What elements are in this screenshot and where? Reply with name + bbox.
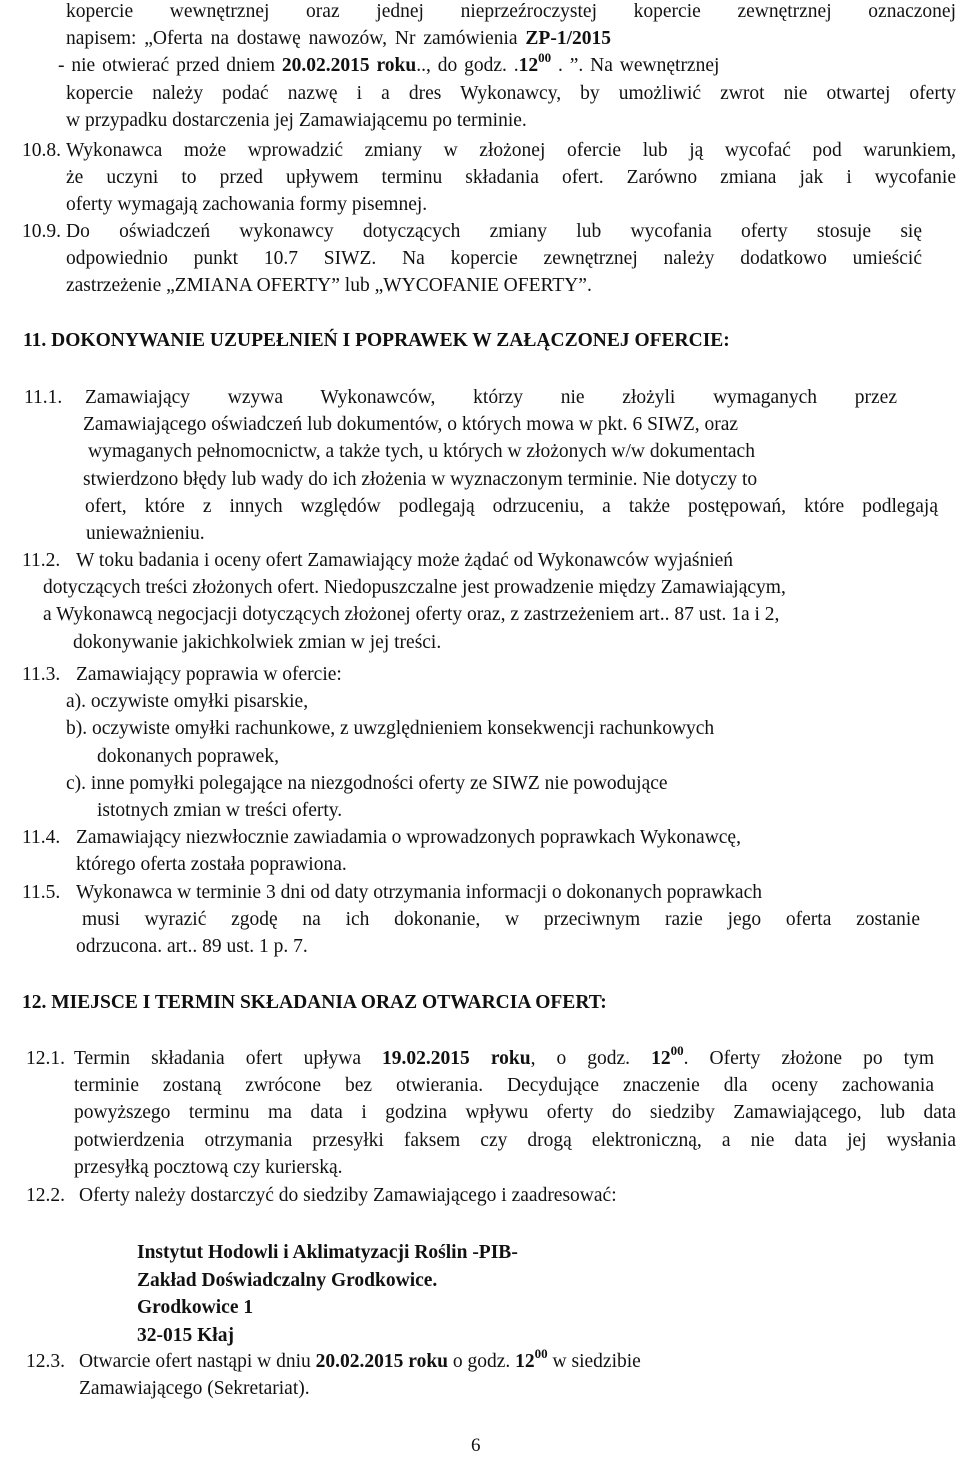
text-line: Oferty należy dostarczyć do siedziby Zamawiającego i zaadresować: xyxy=(79,1185,617,1206)
section-number: 11.1. xyxy=(24,387,63,408)
section-10-7-continuation xyxy=(58,0,956,134)
text-line: unieważnieniu. xyxy=(86,523,205,545)
text-line: wymaganych pełnomocnictw, a także tych, u których w złożonych w/w dokumentach xyxy=(88,441,755,463)
text-line: musi wyrazić zgodę na ich dokonanie, w przeciwnym razie jego oferta zostanie xyxy=(82,909,920,931)
section-number: 10.9. xyxy=(22,221,61,242)
section-11-2 xyxy=(43,547,951,656)
text-line: zastrzeżenie „ZMIANA OFERTY” lub „WYCOFANIE OFERTY”. xyxy=(66,275,592,297)
list-item: a). oczywiste omyłki pisarskie, xyxy=(66,691,309,713)
section-number: 11.2. xyxy=(22,550,61,571)
text-line: Termin składania ofert upływa 19.02.2015 roku, o godz. $12^{00}$. Oferty złożone po tym xyxy=(74,1042,934,1069)
text-line: odrzucona. art.. 89 ust. 1 p. 7. xyxy=(76,936,308,958)
text-line: że uczyni to przed upływem terminu składania ofert. Zarówno zmiana jak i wycofanie xyxy=(66,167,956,189)
text-line: oferty wymagają zachowania formy pisemnej. xyxy=(66,194,428,216)
text-line: kopercie wewnętrznej oraz jednej nieprzeźroczystej kopercie zewnętrznej oznaczonej xyxy=(66,1,956,22)
text-line: potwierdzenia otrzymania przesyłki faksem czy drogą elektroniczną, a nie data jej wysłania xyxy=(74,1129,956,1151)
list-item: b). oczywiste omyłki rachunkowe, z uwzględnieniem konsekwencji rachunkowych xyxy=(66,718,715,740)
text-line: Zamawiającego oświadczeń lub dokumentów, o których mowa w pkt. 6 SIWZ, oraz xyxy=(83,414,739,436)
text-line: a Wykonawcą negocjacji dotyczących złożonej oferty oraz, z zastrzeżeniem art.. 87 ust. 1a i 2, xyxy=(43,604,780,626)
section-11-5 xyxy=(76,879,936,961)
section-12-2 xyxy=(79,1182,939,1209)
text-line: Wykonawca w terminie 3 dni od daty otrzymania informacji o dokonanych poprawkach xyxy=(76,882,762,903)
text-line: Do oświadczeń wykonawcy dotyczących zmiany lub wycofania oferty stosuje się xyxy=(66,221,922,242)
text-line: napisem: „Oferta na dostawę nawozów, Nr zamówienia ZP-1/2015 xyxy=(66,28,611,50)
text-line: terminie zostaną zwrócone bez otwierania. Decydujące znaczenie dla oceny zachowania xyxy=(74,1075,934,1097)
text-line: dokonywanie jakichkolwiek zmian w jej treści. xyxy=(73,631,442,653)
text-line: istotnych zmian w treści oferty. xyxy=(97,800,343,822)
section-number: 12.1. xyxy=(26,1048,65,1069)
address-line: Instytut Hodowli i Aklimatyzacji Roślin -PIB- xyxy=(137,1242,518,1263)
section-number: 11.3. xyxy=(22,664,61,685)
text-line: W toku badania i oceny ofert Zamawiający może żądać od Wykonawców wyjaśnień xyxy=(76,550,734,571)
section-number: 11.5. xyxy=(22,882,61,903)
section-11-3 xyxy=(66,661,936,824)
text-line: dokonanych poprawek, xyxy=(97,745,279,767)
section-12-1 xyxy=(74,1042,956,1181)
text-line: którego oferta została poprawiona. xyxy=(76,854,347,876)
text-line: stwierdzono błędy lub wady do ich złożenia w wyznaczonym terminie. Nie dotyczy to xyxy=(83,468,758,490)
address-line: Zakład Doświadczalny Grodkowice. xyxy=(137,1269,438,1291)
text-line: Zamawiający wzywa Wykonawców, którzy nie złożyli wymaganych przez xyxy=(85,387,897,408)
section-number: 12.2. xyxy=(26,1185,65,1206)
text-line: Zamawiający poprawia w ofercie: xyxy=(76,664,342,685)
text-line: przesyłką pocztową czy kurierską. xyxy=(74,1156,343,1178)
section-number: 11.4. xyxy=(22,827,61,848)
address-block xyxy=(137,1239,518,1349)
text-line: Zamawiającego (Sekretariat). xyxy=(79,1378,310,1400)
text-line: Zamawiający niezwłocznie zawiadamia o wprowadzonych poprawkach Wykonawcę, xyxy=(76,827,741,848)
section-10-9 xyxy=(66,218,922,300)
page-number: 6 xyxy=(471,1435,481,1456)
text-line: odpowiednio punkt 10.7 SIWZ. Na kopercie zewnętrznej należy dodatkowo umieścić xyxy=(66,248,922,270)
list-item: c). inne pomyłki polegające na niezgodności oferty ze SIWZ nie powodujące xyxy=(66,772,668,794)
section-11-1 xyxy=(83,384,938,547)
text-line: Otwarcie ofert nastąpi w dniu 20.02.2015 roku o godz. $12^{00}$ w siedzibie xyxy=(79,1345,641,1372)
text-line: ofert, które z innych względów podlegają odrzuceniu, a także postępowań, które podlegają xyxy=(85,495,938,517)
address-line: Grodkowice 1 xyxy=(137,1297,254,1318)
text-line: w przypadku dostarczenia jej Zamawiającemu po terminie. xyxy=(66,109,527,131)
text-line: - nie otwierać przed dniem 20.02.2015 roku.., do godz. $.12^{00}$ . ”. Na wewnętrznej xyxy=(58,49,720,77)
text-line: powyższego terminu ma data i godzina wpływu oferty do siedziby Zamawiającego, lub data xyxy=(74,1102,956,1124)
section-heading-11: 11. DOKONYWANIE UZUPEŁNIEŃ I POPRAWEK W ZAŁĄCZONEJ OFERCIE: xyxy=(23,330,730,351)
section-12-3 xyxy=(79,1345,939,1402)
section-number: 12.3. xyxy=(26,1351,65,1372)
section-number: 10.8. xyxy=(22,140,61,161)
section-11-4 xyxy=(76,824,936,878)
address-line: 32-015 Kłaj xyxy=(137,1324,234,1346)
text-line: Wykonawca może wprowadzić zmiany w złożonej ofercie lub ją wycofać pod warunkiem, xyxy=(66,140,956,161)
text-line: dotyczących treści złożonych ofert. Niedopuszczalne jest prowadzenie między Zamawiającym, xyxy=(43,577,786,599)
section-10-8 xyxy=(66,137,956,219)
text-line: kopercie należy podać nazwę i a dres Wykonawcy, by umożliwić zwrot nie otwartej oferty xyxy=(66,82,956,104)
section-heading-12: 12. MIEJSCE I TERMIN SKŁADANIA ORAZ OTWARCIA OFERT: xyxy=(22,992,607,1013)
